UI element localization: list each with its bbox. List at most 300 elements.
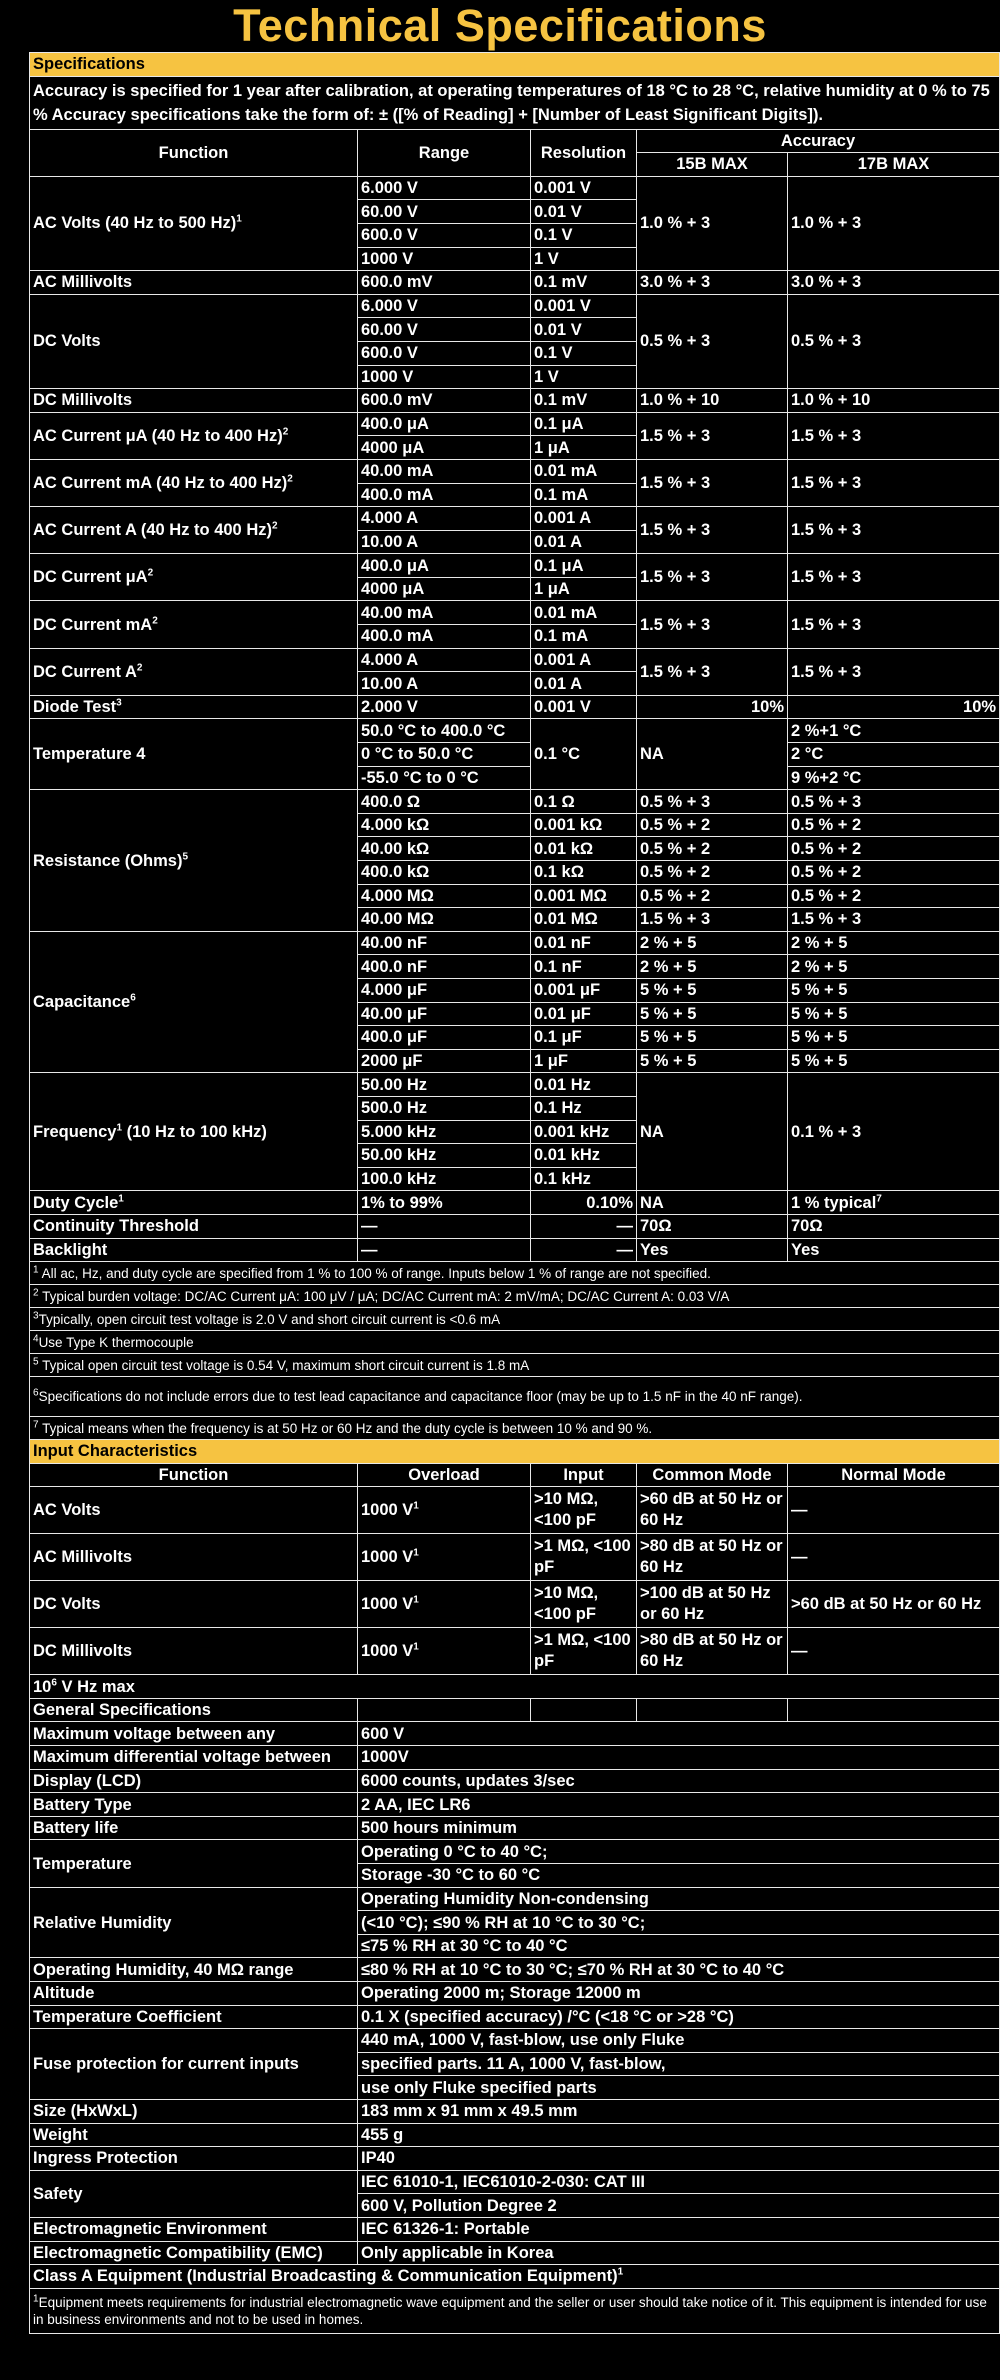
common-mode-cell: >80 dB at 50 Hz or 60 Hz bbox=[637, 1534, 788, 1581]
spec-row bbox=[30, 931, 1000, 955]
function-label: AC Millivolts bbox=[30, 1534, 358, 1581]
range-cell: 1% to 99% bbox=[358, 1191, 531, 1215]
general-row bbox=[30, 1887, 1000, 1911]
resolution-cell: 0.1 Ω bbox=[531, 790, 637, 814]
accuracy-15b: 1.5 % + 3 bbox=[637, 601, 788, 648]
range-cell: 50.00 kHz bbox=[358, 1144, 531, 1168]
general-value: 600 V bbox=[358, 1722, 1000, 1746]
accuracy-17b: 5 % + 5 bbox=[788, 1002, 1000, 1026]
range-cell: 40.00 mA bbox=[358, 601, 531, 625]
function-label: Temperature 4 bbox=[30, 719, 358, 790]
accuracy-15b: 1.0 % + 10 bbox=[637, 389, 788, 413]
spec-row bbox=[30, 1073, 1000, 1097]
resolution-cell: 0.01 kΩ bbox=[531, 837, 637, 861]
spec-row bbox=[30, 1238, 1000, 1262]
accuracy-15b: 1.5 % + 3 bbox=[637, 459, 788, 506]
overload-cell: 1000 $V^1$ bbox=[358, 1628, 531, 1675]
accuracy-17b: 70Ω bbox=[788, 1214, 1000, 1238]
accuracy-17b: 1.5 % + 3 bbox=[788, 648, 1000, 695]
range-cell: 400.0 μA bbox=[358, 554, 531, 578]
general-value: ≤80 % RH at 10 °C to 30 °C; ≤70 % RH at 30 °C to 40 °C bbox=[358, 1958, 1000, 1982]
general-value: Operating 2000 m; Storage 12000 m bbox=[358, 1982, 1000, 2006]
accuracy-15b: 0.5 % + 3 bbox=[637, 790, 788, 814]
accuracy-17b: 5 % + 5 bbox=[788, 1026, 1000, 1050]
general-value: (<10 °C); ≤90 % RH at 10 °C to 30 °C; bbox=[358, 1911, 1000, 1935]
normal-mode-cell: — bbox=[788, 1628, 1000, 1675]
spec-row bbox=[30, 459, 1000, 483]
function-label: DC Volts bbox=[30, 294, 358, 388]
general-value: Storage -30 °C to 60 °C bbox=[358, 1864, 1000, 1888]
resolution-cell: 0.1 nF bbox=[531, 955, 637, 979]
range-cell: 600.0 mV bbox=[358, 271, 531, 295]
range-cell: 5.000 kHz bbox=[358, 1120, 531, 1144]
general-label: Maximum voltage between any bbox=[30, 1722, 358, 1746]
accuracy-15b: 3.0 % + 3 bbox=[637, 271, 788, 295]
accuracy-17b: 2 °C bbox=[788, 743, 1000, 767]
section-title: General Specifications bbox=[30, 1698, 358, 1722]
empty-cell bbox=[531, 1698, 637, 1722]
general-label: Temperature bbox=[30, 1840, 358, 1887]
general-label: Electromagnetic Compatibility (EMC) bbox=[30, 2241, 358, 2265]
input-row bbox=[30, 1581, 1000, 1628]
range-cell: 2.000 V bbox=[358, 695, 531, 719]
input-cell: >1 MΩ, <100 pF bbox=[531, 1628, 637, 1675]
range-cell: 4000 μA bbox=[358, 436, 531, 460]
input-cell: >1 MΩ, <100 pF bbox=[531, 1534, 637, 1581]
footnote: $^7$ Typical means when the frequency is at 50 Hz or 60 Hz and the duty cycle is between 10 % and 90 %. bbox=[30, 1417, 1000, 1440]
general-label: Relative Humidity bbox=[30, 1887, 358, 1958]
section-title: Input Characteristics bbox=[30, 1440, 1000, 1464]
resolution-cell: 0.1 μA bbox=[531, 554, 637, 578]
footnote-row bbox=[30, 1285, 1000, 1308]
spec-row bbox=[30, 507, 1000, 531]
accuracy-17b: 0.5 % + 2 bbox=[788, 837, 1000, 861]
footnote: $^1$ All ac, Hz, and duty cycle are specified from 1 % to 100 % of range. Inputs below 1 % of range are not specified. bbox=[30, 1262, 1000, 1285]
accuracy-17b: 5 % + 5 bbox=[788, 1049, 1000, 1073]
overload-cell: 1000 $V^1$ bbox=[358, 1534, 531, 1581]
function-label: DC Millivolts bbox=[30, 389, 358, 413]
range-cell: 10.00 A bbox=[358, 530, 531, 554]
footnote: $^6$Specifications do not include errors due to test lead capacitance and capacitance floor (may be up to 1.5 nF in the 40 nF range). bbox=[30, 1377, 1000, 1417]
spec-row bbox=[30, 719, 1000, 743]
range-cell: 50.00 Hz bbox=[358, 1073, 531, 1097]
range-cell: -55.0 °C to 0 °C bbox=[358, 766, 531, 790]
spec-row bbox=[30, 412, 1000, 436]
function-label: Capacitance$^6$ bbox=[30, 931, 358, 1073]
general-row bbox=[30, 1816, 1000, 1840]
col-header-input: Input bbox=[531, 1463, 637, 1487]
resolution-cell: 0.001 A bbox=[531, 507, 637, 531]
footnote-row bbox=[30, 1308, 1000, 1331]
spec-table bbox=[29, 52, 1000, 2334]
function-label: Continuity Threshold bbox=[30, 1214, 358, 1238]
range-cell: 4000 μA bbox=[358, 577, 531, 601]
spec-row bbox=[30, 389, 1000, 413]
normal-mode-cell: — bbox=[788, 1487, 1000, 1534]
range-cell: 4.000 μF bbox=[358, 978, 531, 1002]
input-cell: >10 MΩ, <100 pF bbox=[531, 1487, 637, 1534]
accuracy-15b: 0.5 % + 2 bbox=[637, 861, 788, 885]
general-value: IP40 bbox=[358, 2147, 1000, 2171]
accuracy-15b: NA bbox=[637, 719, 788, 790]
section-header-row bbox=[30, 53, 1000, 77]
general-row bbox=[30, 2029, 1000, 2053]
col-header-resolution: Resolution bbox=[531, 129, 637, 176]
class-a-equipment: Class A Equipment (Industrial Broadcasting & Communication Equipment)$^1$ bbox=[30, 2265, 1000, 2289]
footnote: $^4$Use Type K thermocouple bbox=[30, 1331, 1000, 1354]
range-cell: 2000 μF bbox=[358, 1049, 531, 1073]
resolution-cell: 0.1 kΩ bbox=[531, 861, 637, 885]
empty-cell bbox=[358, 1698, 531, 1722]
footnote-row bbox=[30, 1262, 1000, 1285]
function-label: Duty Cycle$^1$ bbox=[30, 1191, 358, 1215]
spec-row bbox=[30, 554, 1000, 578]
range-cell: 400.0 mA bbox=[358, 625, 531, 649]
resolution-cell: 0.01 Hz bbox=[531, 1073, 637, 1097]
spec-row bbox=[30, 790, 1000, 814]
function-label: Frequency$^1$ (10 Hz to 100 kHz) bbox=[30, 1073, 358, 1191]
spec-row bbox=[30, 601, 1000, 625]
resolution-cell: 0.01 nF bbox=[531, 931, 637, 955]
col-header-17b: 17B MAX bbox=[788, 153, 1000, 177]
col-header-range: Range bbox=[358, 129, 531, 176]
range-cell: 400.0 kΩ bbox=[358, 861, 531, 885]
general-value: 455 g bbox=[358, 2123, 1000, 2147]
accuracy-15b: 5 % + 5 bbox=[637, 1002, 788, 1026]
general-row bbox=[30, 2005, 1000, 2029]
accuracy-17b: 0.1 % + 3 bbox=[788, 1073, 1000, 1191]
footnote-row bbox=[30, 1377, 1000, 1417]
range-cell: 400.0 Ω bbox=[358, 790, 531, 814]
accuracy-17b: 2 % + 5 bbox=[788, 955, 1000, 979]
function-label: DC Volts bbox=[30, 1581, 358, 1628]
accuracy-17b: 0.5 % + 2 bbox=[788, 813, 1000, 837]
general-row bbox=[30, 2170, 1000, 2194]
accuracy-15b: 1.5 % + 3 bbox=[637, 507, 788, 554]
general-row bbox=[30, 1722, 1000, 1746]
spec-row bbox=[30, 271, 1000, 295]
footnote-row bbox=[30, 1675, 1000, 1699]
resolution-cell: 0.1 mA bbox=[531, 625, 637, 649]
range-cell: 600.0 V bbox=[358, 341, 531, 365]
accuracy-17b: 10% bbox=[788, 695, 1000, 719]
col-header-normal-mode: Normal Mode bbox=[788, 1463, 1000, 1487]
range-cell: 6.000 V bbox=[358, 176, 531, 200]
common-mode-cell: >60 dB at 50 Hz or 60 Hz bbox=[637, 1487, 788, 1534]
footnote-row bbox=[30, 1354, 1000, 1377]
range-cell: 400.0 μA bbox=[358, 412, 531, 436]
accuracy-15b: 5 % + 5 bbox=[637, 1049, 788, 1073]
input-row bbox=[30, 1628, 1000, 1675]
range-cell: 100.0 kHz bbox=[358, 1167, 531, 1191]
range-cell: 600.0 mV bbox=[358, 389, 531, 413]
range-cell: — bbox=[358, 1238, 531, 1262]
range-cell: 6.000 V bbox=[358, 294, 531, 318]
resolution-cell: 0.001 V bbox=[531, 294, 637, 318]
general-label: Battery Type bbox=[30, 1793, 358, 1817]
accuracy-15b: 1.0 % + 3 bbox=[637, 176, 788, 270]
accuracy-15b: 10% bbox=[637, 695, 788, 719]
range-cell: 60.00 V bbox=[358, 318, 531, 342]
accuracy-15b: 0.5 % + 2 bbox=[637, 813, 788, 837]
accuracy-15b: 2 % + 5 bbox=[637, 931, 788, 955]
general-label: Temperature Coefficient bbox=[30, 2005, 358, 2029]
general-value: 1000V bbox=[358, 1746, 1000, 1770]
general-label: Altitude bbox=[30, 1982, 358, 2006]
footnote: $^2$ Typical burden voltage: DC/AC Current μA: 100 μV / μA; DC/AC Current mA: 2 mV/mA; DC/AC Current A: 0.03 V/A bbox=[30, 1285, 1000, 1308]
accuracy-15b: 1.5 % + 3 bbox=[637, 412, 788, 459]
footnote: $^5$ Typical open circuit test voltage is 0.54 V, maximum short circuit current is 1.8 mA bbox=[30, 1354, 1000, 1377]
general-row bbox=[30, 1769, 1000, 1793]
accuracy-17b: 1.0 % + 3 bbox=[788, 176, 1000, 270]
function-label: AC Volts (40 Hz to 500 Hz)$^1$ bbox=[30, 176, 358, 270]
common-mode-cell: >80 dB at 50 Hz or 60 Hz bbox=[637, 1628, 788, 1675]
resolution-cell: 0.1 V bbox=[531, 223, 637, 247]
accuracy-15b: 1.5 % + 3 bbox=[637, 908, 788, 932]
general-label: Battery life bbox=[30, 1816, 358, 1840]
accuracy-17b: 9 %+2 °C bbox=[788, 766, 1000, 790]
accuracy-17b: 1.5 % + 3 bbox=[788, 908, 1000, 932]
range-cell: 600.0 V bbox=[358, 223, 531, 247]
page-title: Technical Specifications bbox=[233, 0, 767, 51]
accuracy-15b: Yes bbox=[637, 1238, 788, 1262]
resolution-cell: 0.10% bbox=[531, 1191, 637, 1215]
general-footnote: $^1$Equipment meets requirements for industrial electromagnetic wave equipment and the seller or user should take notice of it. This equipment is intended for use in business environments and not to be used in homes. bbox=[30, 2288, 1000, 2333]
accuracy-15b: 70Ω bbox=[637, 1214, 788, 1238]
range-cell: 500.0 Hz bbox=[358, 1096, 531, 1120]
range-cell: 0 °C to 50.0 °C bbox=[358, 743, 531, 767]
range-cell: 1000 V bbox=[358, 247, 531, 271]
range-cell: 400.0 mA bbox=[358, 483, 531, 507]
common-mode-cell: >100 dB at 50 Hz or 60 Hz bbox=[637, 1581, 788, 1628]
col-header-common-mode: Common Mode bbox=[637, 1463, 788, 1487]
resolution-cell: 0.1 mV bbox=[531, 271, 637, 295]
section-header-row bbox=[30, 1440, 1000, 1464]
general-value: Only applicable in Korea bbox=[358, 2241, 1000, 2265]
resolution-cell: 1 μF bbox=[531, 1049, 637, 1073]
resolution-cell: 0.01 mA bbox=[531, 459, 637, 483]
intro-text: Accuracy is specified for 1 year after calibration, at operating temperatures of 18 °C to 28 °C, relative humidity at 0 % to 75 % Accuracy specifications take the form of: ± ([% of Reading] + [Number of Least Significant Digits]). bbox=[30, 76, 1000, 129]
function-label: Resistance (Ohms)$^5$ bbox=[30, 790, 358, 932]
function-label: DC Current $mA^2$ bbox=[30, 601, 358, 648]
accuracy-15b: 5 % + 5 bbox=[637, 1026, 788, 1050]
general-label: Operating Humidity, 40 MΩ range bbox=[30, 1958, 358, 1982]
range-cell: 4.000 A bbox=[358, 648, 531, 672]
accuracy-17b: 0.5 % + 3 bbox=[788, 790, 1000, 814]
range-cell: 4.000 MΩ bbox=[358, 884, 531, 908]
resolution-cell: 0.001 μF bbox=[531, 978, 637, 1002]
general-label: Maximum differential voltage between bbox=[30, 1746, 358, 1770]
resolution-cell: 0.1 mV bbox=[531, 389, 637, 413]
accuracy-17b: 1.5 % + 3 bbox=[788, 412, 1000, 459]
function-label: DC Current $\mu A^2$ bbox=[30, 554, 358, 601]
general-label: Fuse protection for current inputs bbox=[30, 2029, 358, 2100]
accuracy-17b: 2 % + 5 bbox=[788, 931, 1000, 955]
resolution-cell: 1 μA bbox=[531, 436, 637, 460]
general-row bbox=[30, 2123, 1000, 2147]
general-row bbox=[30, 1982, 1000, 2006]
accuracy-17b: 1 % typical$^7$ bbox=[788, 1191, 1000, 1215]
general-row bbox=[30, 1793, 1000, 1817]
normal-mode-cell: — bbox=[788, 1534, 1000, 1581]
col-header-function: Function bbox=[30, 129, 358, 176]
general-value: specified parts. 11 A, 1000 V, fast-blow, bbox=[358, 2052, 1000, 2076]
general-value: 183 mm x 91 mm x 49.5 mm bbox=[358, 2099, 1000, 2123]
resolution-cell: 0.1 Hz bbox=[531, 1096, 637, 1120]
normal-mode-cell: >60 dB at 50 Hz or 60 Hz bbox=[788, 1581, 1000, 1628]
col-header-function: Function bbox=[30, 1463, 358, 1487]
general-value: 2 AA, IEC LR6 bbox=[358, 1793, 1000, 1817]
input-cell: >10 MΩ, <100 pF bbox=[531, 1581, 637, 1628]
general-value: Operating 0 °C to 40 °C; bbox=[358, 1840, 1000, 1864]
resolution-cell: 0.001 MΩ bbox=[531, 884, 637, 908]
resolution-cell: 0.01 A bbox=[531, 672, 637, 696]
section-header-row bbox=[30, 1698, 1000, 1722]
resolution-cell: 0.01 MΩ bbox=[531, 908, 637, 932]
accuracy-17b: 2 %+1 °C bbox=[788, 719, 1000, 743]
general-value: IEC 61326-1: Portable bbox=[358, 2217, 1000, 2241]
accuracy-17b: 0.5 % + 3 bbox=[788, 294, 1000, 388]
section-title: Specifications bbox=[30, 53, 1000, 77]
general-label: Size (HxWxL) bbox=[30, 2099, 358, 2123]
resolution-cell: — bbox=[531, 1214, 637, 1238]
resolution-cell: 0.001 kΩ bbox=[531, 813, 637, 837]
general-row bbox=[30, 2147, 1000, 2171]
general-value: 500 hours minimum bbox=[358, 1816, 1000, 1840]
input-row bbox=[30, 1487, 1000, 1534]
general-row bbox=[30, 2241, 1000, 2265]
general-value: use only Fluke specified parts bbox=[358, 2076, 1000, 2100]
function-label: Backlight bbox=[30, 1238, 358, 1262]
function-label: AC Volts bbox=[30, 1487, 358, 1534]
accuracy-15b: 0.5 % + 2 bbox=[637, 837, 788, 861]
resolution-cell: 0.1 μA bbox=[531, 412, 637, 436]
empty-cell bbox=[788, 1698, 1000, 1722]
resolution-cell: 0.01 kHz bbox=[531, 1144, 637, 1168]
general-value: IEC 61010-1, IEC61010-2-030: CAT III bbox=[358, 2170, 1000, 2194]
general-value: Operating Humidity Non-condensing bbox=[358, 1887, 1000, 1911]
accuracy-15b: NA bbox=[637, 1073, 788, 1191]
accuracy-17b: 5 % + 5 bbox=[788, 978, 1000, 1002]
resolution-cell: 0.001 kHz bbox=[531, 1120, 637, 1144]
range-cell: 40.00 kΩ bbox=[358, 837, 531, 861]
resolution-cell: — bbox=[531, 1238, 637, 1262]
general-value: 440 mA, 1000 V, fast-blow, use only Fluke bbox=[358, 2029, 1000, 2053]
resolution-cell: 0.01 V bbox=[531, 200, 637, 224]
function-label: AC Current mA (40 Hz to 400 Hz)$^2$ bbox=[30, 459, 358, 506]
resolution-cell: 1 V bbox=[531, 247, 637, 271]
intro-row bbox=[30, 76, 1000, 129]
spec-row bbox=[30, 648, 1000, 672]
resolution-cell: 0.01 mA bbox=[531, 601, 637, 625]
general-value: 0.1 X (specified accuracy) /°C (<18 °C or >28 °C) bbox=[358, 2005, 1000, 2029]
spec-row bbox=[30, 695, 1000, 719]
resolution-cell: 0.1 μF bbox=[531, 1026, 637, 1050]
resolution-cell: 0.1 mA bbox=[531, 483, 637, 507]
accuracy-15b: 0.5 % + 3 bbox=[637, 294, 788, 388]
general-value: ≤75 % RH at 30 °C to 40 °C bbox=[358, 1934, 1000, 1958]
range-cell: — bbox=[358, 1214, 531, 1238]
resolution-cell: 0.001 V bbox=[531, 695, 637, 719]
spec-row bbox=[30, 1214, 1000, 1238]
range-cell: 60.00 V bbox=[358, 200, 531, 224]
accuracy-17b: 3.0 % + 3 bbox=[788, 271, 1000, 295]
range-cell: 10.00 A bbox=[358, 672, 531, 696]
accuracy-17b: 0.5 % + 2 bbox=[788, 884, 1000, 908]
class-a-row bbox=[30, 2265, 1000, 2289]
accuracy-15b: 2 % + 5 bbox=[637, 955, 788, 979]
col-header-accuracy: Accuracy bbox=[637, 129, 1000, 153]
spec-row bbox=[30, 1191, 1000, 1215]
general-value: 600 V, Pollution Degree 2 bbox=[358, 2194, 1000, 2218]
range-cell: 4.000 A bbox=[358, 507, 531, 531]
resolution-cell: 0.1 V bbox=[531, 341, 637, 365]
overload-cell: 1000 $V^1$ bbox=[358, 1581, 531, 1628]
range-cell: 400.0 nF bbox=[358, 955, 531, 979]
range-cell: 1000 V bbox=[358, 365, 531, 389]
accuracy-15b: NA bbox=[637, 1191, 788, 1215]
footnote: $^3$Typically, open circuit test voltage is 2.0 V and short circuit current is <0.6 mA bbox=[30, 1308, 1000, 1331]
general-row bbox=[30, 1958, 1000, 1982]
range-cell: 40.00 μF bbox=[358, 1002, 531, 1026]
resolution-cell: 0.001 A bbox=[531, 648, 637, 672]
function-label: AC Current μA (40 Hz to 400 Hz)$^2$ bbox=[30, 412, 358, 459]
range-cell: 400.0 μF bbox=[358, 1026, 531, 1050]
input-footnote: $10^6$ V Hz max bbox=[30, 1675, 1000, 1699]
general-label: Electromagnetic Environment bbox=[30, 2217, 358, 2241]
range-cell: 50.0 °C to 400.0 °C bbox=[358, 719, 531, 743]
empty-cell bbox=[637, 1698, 788, 1722]
resolution-cell: 1 V bbox=[531, 365, 637, 389]
footnote-row bbox=[30, 2288, 1000, 2333]
resolution-cell: 0.01 A bbox=[531, 530, 637, 554]
range-cell: 40.00 MΩ bbox=[358, 908, 531, 932]
input-row bbox=[30, 1534, 1000, 1581]
function-label: AC Millivolts bbox=[30, 271, 358, 295]
header-row bbox=[30, 1463, 1000, 1487]
accuracy-17b: 1.5 % + 3 bbox=[788, 459, 1000, 506]
accuracy-15b: 1.5 % + 3 bbox=[637, 648, 788, 695]
function-label: Diode Test$^3$ bbox=[30, 695, 358, 719]
resolution-cell: 0.01 μF bbox=[531, 1002, 637, 1026]
general-label: Ingress Protection bbox=[30, 2147, 358, 2171]
general-label: Safety bbox=[30, 2170, 358, 2217]
resolution-cell: 0.001 V bbox=[531, 176, 637, 200]
spec-row bbox=[30, 176, 1000, 200]
resolution-cell: 0.01 V bbox=[531, 318, 637, 342]
function-label: AC Current A (40 Hz to 400 Hz)$^2$ bbox=[30, 507, 358, 554]
accuracy-17b: Yes bbox=[788, 1238, 1000, 1262]
general-label: Display (LCD) bbox=[30, 1769, 358, 1793]
spec-row bbox=[30, 294, 1000, 318]
general-value: 6000 counts, updates 3/sec bbox=[358, 1769, 1000, 1793]
col-header-15b: 15B MAX bbox=[637, 153, 788, 177]
general-row bbox=[30, 2099, 1000, 2123]
overload-cell: 1000 $V^1$ bbox=[358, 1487, 531, 1534]
footnote-row bbox=[30, 1417, 1000, 1440]
function-label: DC Current $A^2$ bbox=[30, 648, 358, 695]
col-header-overload: Overload bbox=[358, 1463, 531, 1487]
resolution-cell: 0.1 kHz bbox=[531, 1167, 637, 1191]
accuracy-15b: 0.5 % + 2 bbox=[637, 884, 788, 908]
general-row bbox=[30, 2217, 1000, 2241]
function-label: DC Millivolts bbox=[30, 1628, 358, 1675]
resolution-cell: 1 μA bbox=[531, 577, 637, 601]
footnote-row bbox=[30, 1331, 1000, 1354]
accuracy-15b: 1.5 % + 3 bbox=[637, 554, 788, 601]
range-cell: 40.00 mA bbox=[358, 459, 531, 483]
accuracy-17b: 1.5 % + 3 bbox=[788, 601, 1000, 648]
